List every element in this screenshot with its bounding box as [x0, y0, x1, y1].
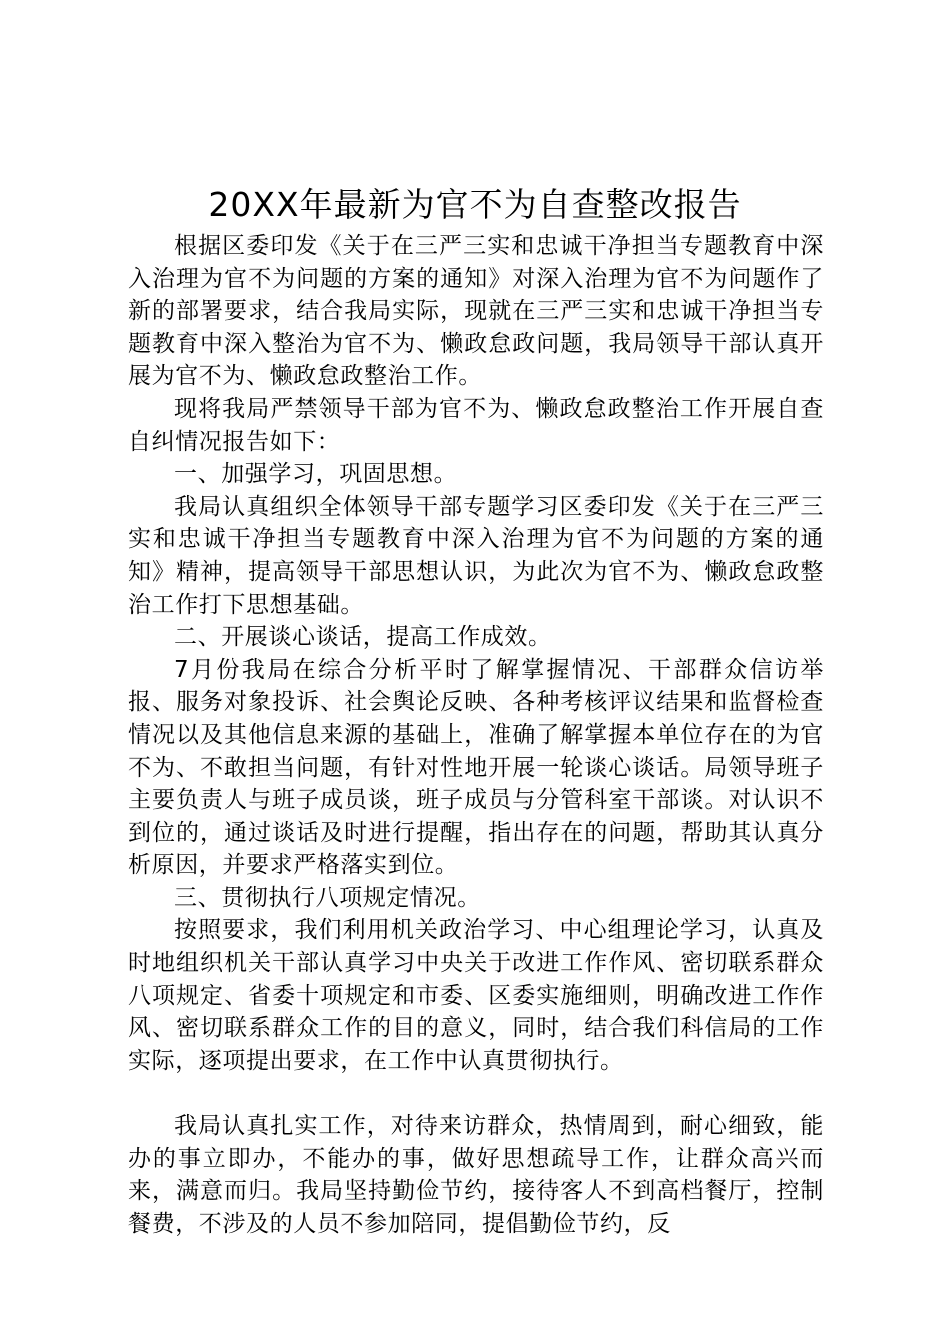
paragraph-intro: 根据区委印发《关于在三严三实和忠诚干净担当专题教育中深入治理为官不为问题的方案的通知》对深入治理为官不为问题作了新的部署要求，结合我局实际，现就在三严三实和忠诚干净担当专题教育中深入整治为官不为、懒政怠政问题，我局领导干部认真开展为官不为、懒政怠政整治工作。	[128, 233, 824, 390]
paragraph-talks: 7月份我局在综合分析平时了解掌握情况、干部群众信访举报、服务对象投诉、社会舆论反映、各种考核评议结果和监督检查情况以及其他信息来源的基础上，准确了解掌握本单位存在的为官不为、不敢担当问题，有针对性地开展一轮谈心谈话。局领导班子主要负责人与班子成员谈，班子成员与分管科室干部谈。对认识不到位的，通过谈话及时进行提醒，指出存在的问题，帮助其认真分析原因，并要求严格落实到位。	[128, 656, 824, 879]
section-heading-1: 一、加强学习，巩固思想。	[174, 461, 458, 488]
paragraph-report-lead: 现将我局严禁领导干部为官不为、懒政怠政整治工作开展自查自纠情况报告如下：	[128, 395, 824, 455]
paragraph-work-style: 我局认真扎实工作，对待来访群众，热情周到，耐心细致，能办的事立即办，不能办的事，做好思想疏导工作，让群众高兴而来，满意而归。我局坚持勤俭节约，接待客人不到高档餐厅，控制餐费，不涉及的人员不参加陪同，提倡勤俭节约，反	[128, 1113, 824, 1237]
section-heading-3: 三、贯彻执行八项规定情况。	[174, 884, 481, 911]
paragraph-study: 我局认真组织全体领导干部专题学习区委印发《关于在三严三实和忠诚干净担当专题教育中深入治理为官不为问题的方案的通知》精神，提高领导干部思想认识，为此次为官不为、懒政怠政整治工作打下思想基础。	[128, 493, 824, 618]
document-body	[128, 230, 824, 1240]
document-title: 20XX年最新为官不为自查整改报告	[208, 185, 742, 224]
paragraph-eight-rules: 按照要求，我们利用机关政治学习、中心组理论学习，认真及时地组织机关干部认真学习中央关于改进工作作风、密切联系群众八项规定、省委十项规定和市委、区委实施细则，明确改进工作作风、密切联系群众工作的目的意义，同时，结合我们科信局的工作实际，逐项提出要求，在工作中认真贯彻执行。	[128, 917, 824, 1074]
section-heading-2: 二、开展谈心谈话，提高工作成效。	[174, 624, 552, 651]
